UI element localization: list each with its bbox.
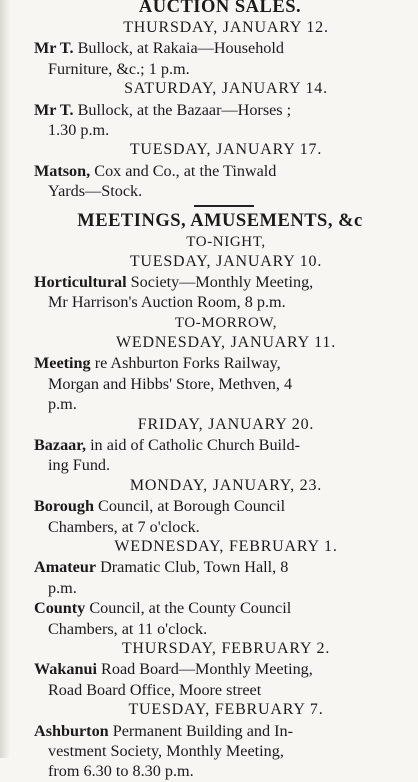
notice-text: Society—Monthly Meeting, — [126, 273, 314, 292]
date-line: TUESDAY, JANUARY 10. — [129, 252, 323, 270]
notice-text: p.m. — [48, 578, 77, 597]
date-line: FRIDAY, JANUARY 20. — [137, 415, 315, 433]
notice-text: Chambers, at 11 o'clock. — [48, 619, 208, 638]
date-line: WEDNESDAY, JANUARY 11. — [116, 333, 336, 351]
notice-line — [34, 272, 418, 292]
notice-entry — [34, 100, 418, 141]
notice-entry — [34, 353, 418, 414]
notice-lead: Mr T. — [34, 100, 74, 119]
notice-line — [34, 100, 418, 120]
notice-line — [34, 721, 418, 741]
notice-line — [34, 496, 418, 516]
notice-entry — [34, 161, 418, 202]
notice-line — [34, 353, 418, 373]
notice-lead: Mr T. — [34, 39, 74, 58]
notice-text: from 6.30 to 8.30 p.m. — [48, 762, 194, 781]
notice-text: ing Fund. — [48, 456, 111, 475]
notice-text: Council, at Borough Council — [93, 497, 286, 516]
notice-text: Permanent Building and In- — [108, 721, 293, 740]
notice-line — [34, 741, 418, 761]
notice-text: Yards—Stock. — [48, 182, 143, 201]
notice-line — [34, 435, 418, 455]
date-line: THURSDAY, JANUARY 12. — [123, 19, 329, 36]
section-heading: AUCTION SALES. — [138, 0, 302, 17]
notice-text: Bullock, at the Bazaar—Horses ; — [73, 100, 292, 119]
notice-lead: Matson, — [34, 161, 91, 180]
notice-line — [34, 394, 418, 414]
notice-text: Mr Harrison's Auction Room, 8 p.m. — [48, 293, 286, 312]
notice-text: Cox and Co., at the Tinwald — [90, 161, 277, 180]
notice-text: in aid of Catholic Church Build- — [86, 435, 301, 454]
notice-entry — [34, 38, 418, 79]
notice-entry — [34, 598, 418, 639]
notice-lead: Ashburton — [34, 721, 109, 740]
notice-line — [34, 761, 418, 781]
notice-line — [34, 598, 418, 618]
notice-text: Road Board Office, Moore street — [48, 680, 262, 699]
notice-text: Chambers, at 7 o'clock. — [48, 517, 200, 536]
notice-text: Road Board—Monthly Meeting, — [97, 660, 313, 679]
notice-line — [34, 578, 418, 598]
date-line: MONDAY, JANUARY, 23. — [129, 476, 323, 494]
date-line: WEDNESDAY, FEBRUARY 1. — [114, 537, 338, 555]
notice-text: Dramatic Club, Town Hall, 8 — [96, 558, 289, 577]
section-divider — [194, 205, 254, 207]
notice-text: Council, at the County Council — [85, 599, 292, 618]
notice-entry — [34, 496, 418, 537]
notice-line — [34, 161, 418, 181]
notice-entry — [34, 435, 418, 476]
notice-entry — [34, 557, 418, 598]
notice-lead: Borough — [34, 497, 94, 516]
notice-text: Morgan and Hibbs' Store, Methven, 4 — [48, 374, 293, 393]
notice-lead: Meeting — [34, 354, 91, 373]
notice-line — [34, 59, 418, 79]
notice-entry — [34, 659, 418, 700]
section-heading: MEETINGS, AMUSEMENTS, &c — [77, 210, 363, 231]
notice-line — [34, 659, 418, 679]
notice-entry — [34, 272, 418, 313]
notice-line — [34, 120, 418, 140]
notice-text: 1.30 p.m. — [48, 121, 110, 140]
notice-line — [34, 455, 418, 475]
notice-line — [34, 517, 418, 537]
notice-line — [34, 557, 418, 577]
notice-entry — [34, 721, 418, 782]
notice-lead: Amateur — [34, 558, 97, 577]
date-line: TUESDAY, JANUARY 17. — [129, 141, 323, 159]
notice-text: Bullock, at Rakaia—Household — [73, 39, 284, 58]
notice-line — [34, 292, 418, 312]
date-line: SATURDAY, JANUARY 14. — [124, 80, 328, 98]
date-line: THURSDAY, FEBRUARY 2. — [121, 639, 331, 657]
notice-lead: Wakanui — [34, 660, 97, 679]
notice-text: p.m. — [48, 395, 77, 414]
notice-line — [34, 374, 418, 394]
notice-text: re Ashburton Forks Railway, — [90, 354, 281, 373]
notice-line — [34, 181, 418, 201]
date-line: TUESDAY, FEBRUARY 7. — [128, 701, 324, 719]
notice-line — [34, 38, 418, 58]
day-subheading: TO-NIGHT, — [186, 233, 266, 250]
notice-text: vestment Society, Monthly Meeting, — [48, 742, 284, 760]
notice-lead: County — [34, 599, 86, 618]
notice-line — [34, 680, 418, 700]
notice-lead: Horticultural — [34, 273, 127, 292]
notice-line — [34, 619, 418, 639]
notice-text: Furniture, &c.; 1 p.m. — [48, 59, 190, 78]
notice-lead: Bazaar, — [34, 435, 87, 454]
day-subheading: TO-MORROW, — [174, 314, 278, 331]
